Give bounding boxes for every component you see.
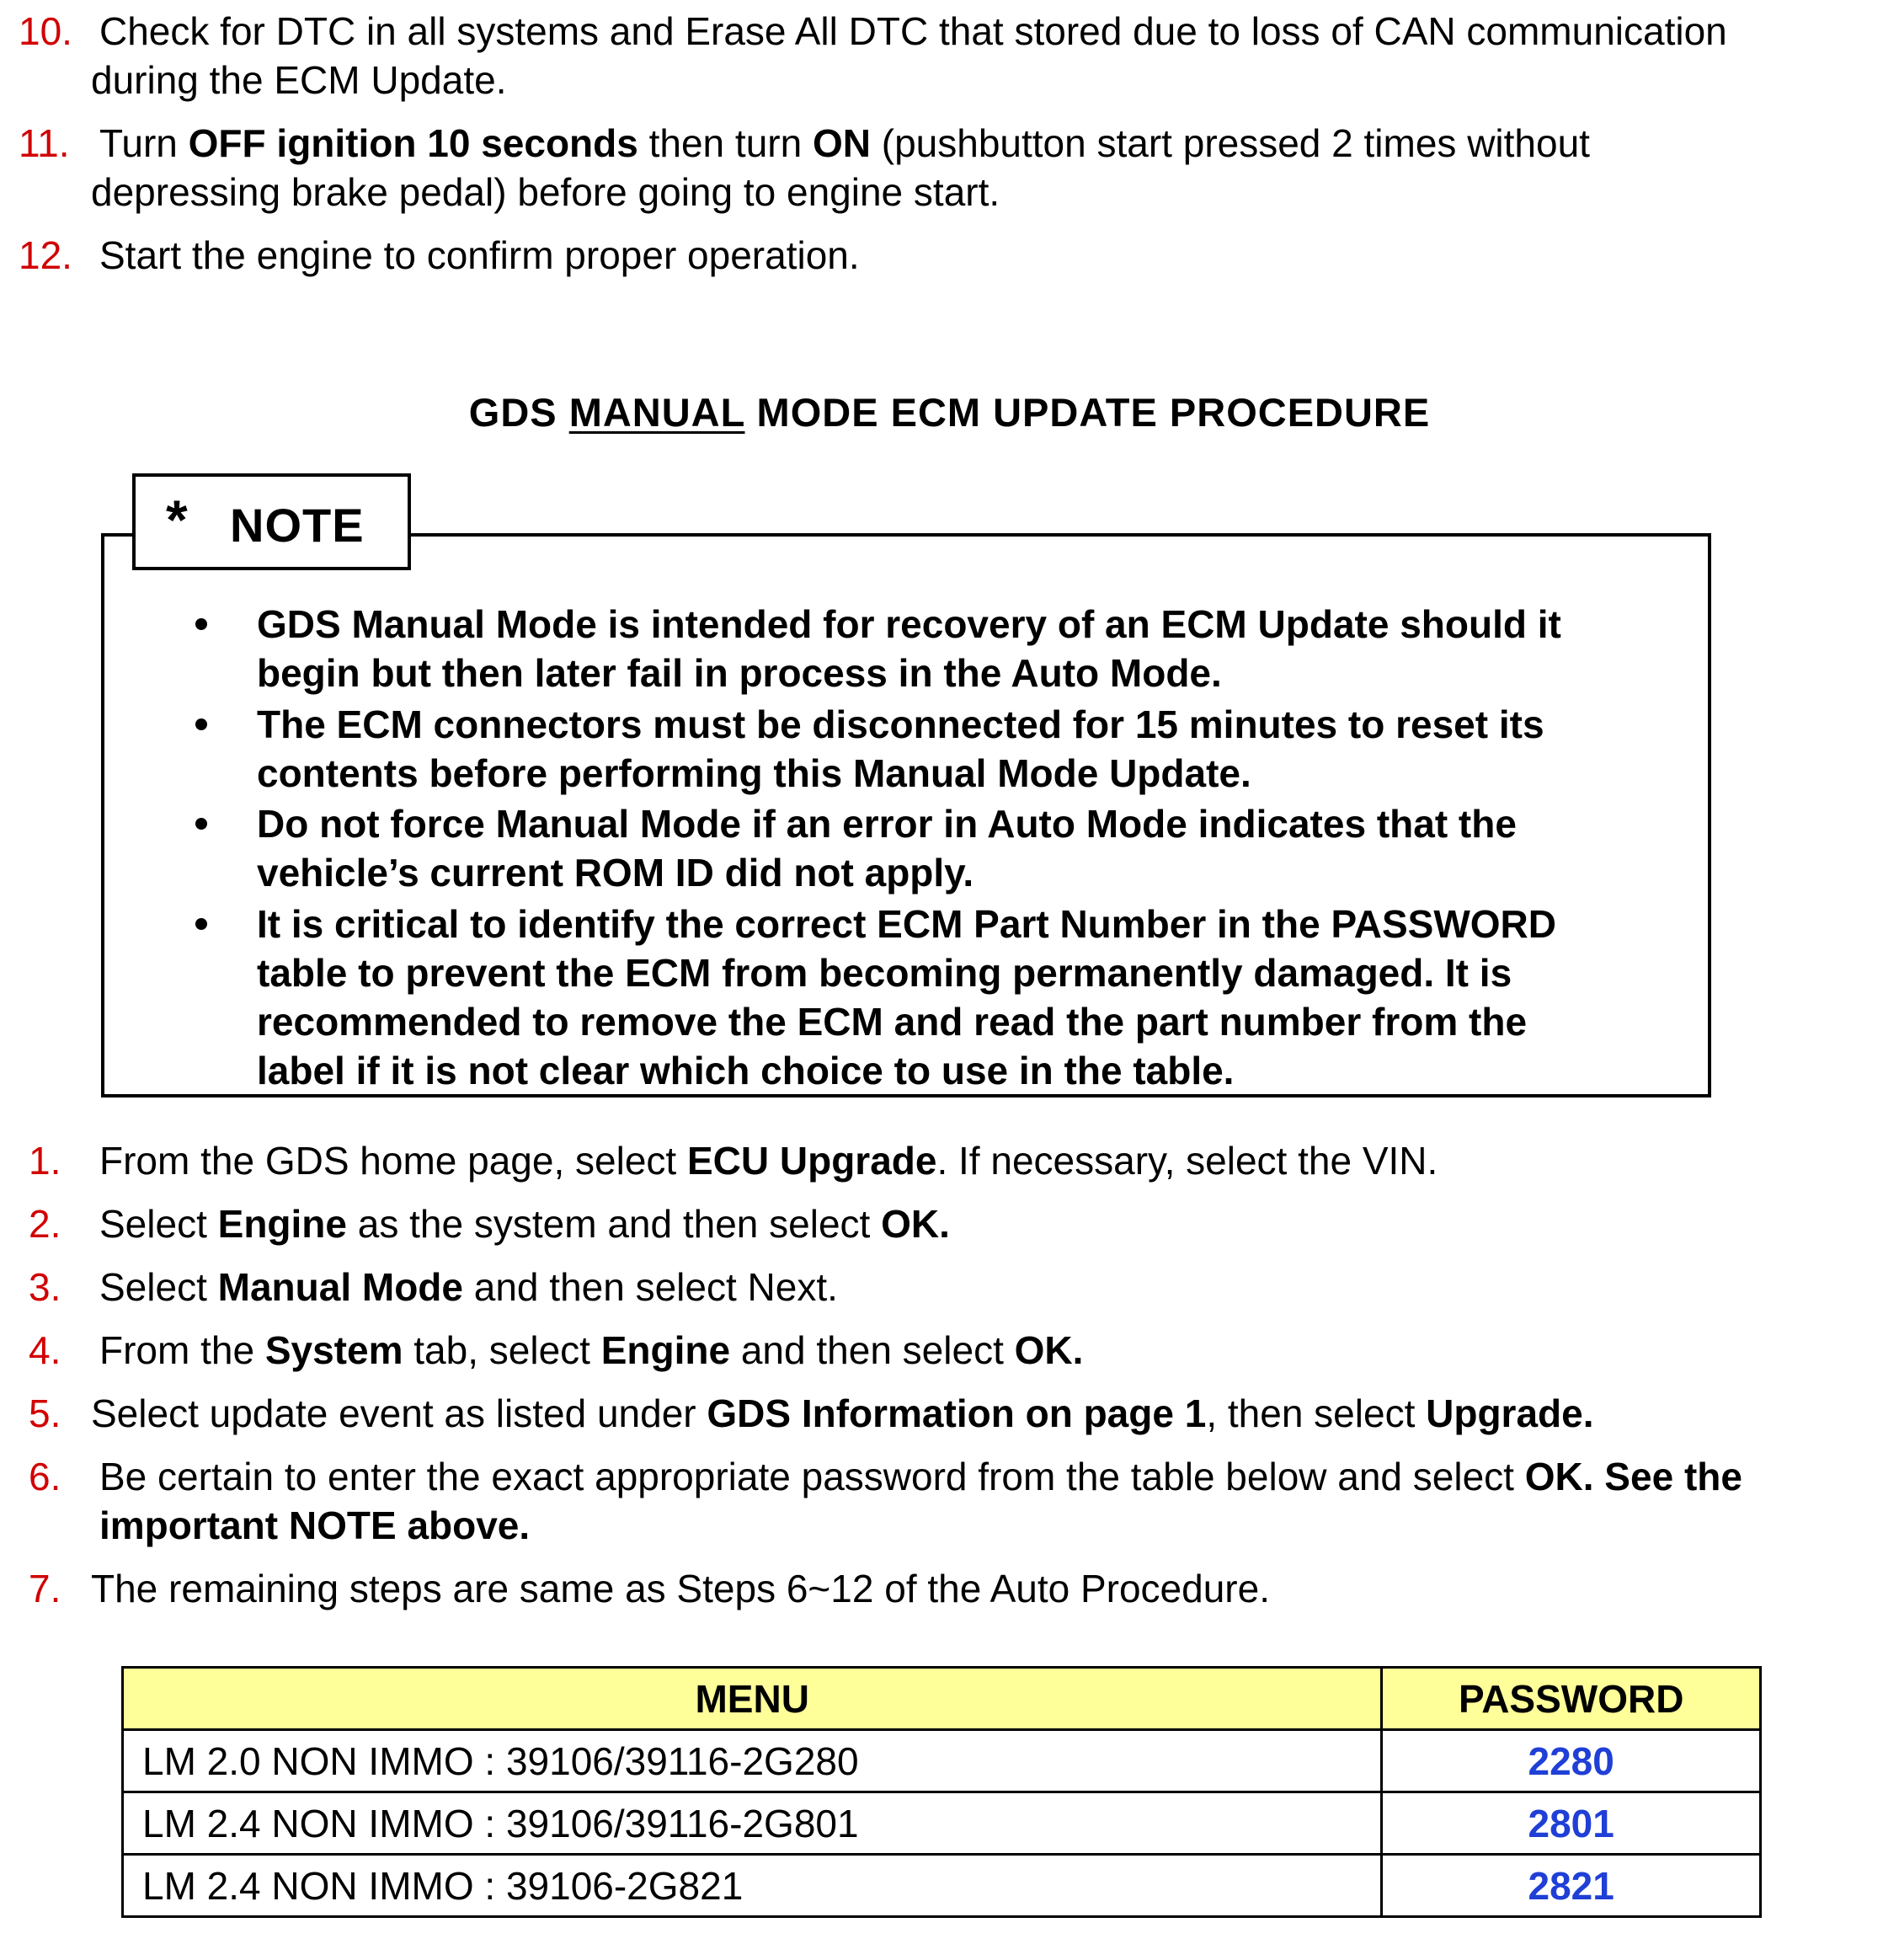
step-number: 1. (29, 1139, 61, 1183)
step-text: From the System tab, select Engine and then select OK. (99, 1328, 1084, 1372)
step-number: 12. (19, 233, 72, 277)
section-heading: GDS MANUAL MODE ECM UPDATE PROCEDURE (468, 390, 1431, 435)
note-bullet-3: Do not force Manual Mode if an error in Auto Mode indicates that the vehicle’s current ROM ID did not apply. (257, 802, 1517, 895)
menu-cell: LM 2.0 NON IMMO : 39106/39116-2G280 (123, 1730, 1382, 1792)
password-table (121, 1666, 1762, 1918)
step-number: 7. (29, 1567, 61, 1610)
step-number: 3. (29, 1265, 61, 1309)
note-tab (132, 473, 411, 570)
note-bullet-1: GDS Manual Mode is intended for recovery of an ECM Update should it begin but then later fail in process in the Auto Mode. (257, 602, 1561, 695)
step-number: 4. (29, 1328, 61, 1372)
password-cell: 2280 (1382, 1730, 1761, 1792)
menu-cell: LM 2.4 NON IMMO : 39106/39116-2G801 (123, 1792, 1382, 1855)
table-row (123, 1730, 1761, 1792)
step-number: 6. (29, 1455, 61, 1498)
password-cell: 2821 (1382, 1855, 1761, 1917)
step-text-cont: important NOTE above. (99, 1503, 531, 1547)
step-text-cont: depressing brake pedal) before going to engine start. (91, 170, 1000, 214)
table-header-row (123, 1668, 1761, 1730)
step-number: 11. (19, 121, 70, 165)
step-number: 5. (29, 1391, 61, 1435)
bullet-icon (195, 618, 207, 630)
password-cell: 2801 (1382, 1792, 1761, 1855)
bullet-icon (195, 718, 207, 730)
step-text: The remaining steps are same as Steps 6~12 of the Auto Procedure. (91, 1567, 1270, 1610)
step-text: Select update event as listed under GDS Information on page 1, then select Upgrade. (91, 1391, 1594, 1435)
step-text: Be certain to enter the exact appropriate password from the table below and select OK. See the (99, 1455, 1742, 1498)
table-row (123, 1792, 1761, 1855)
note-bullet-2: The ECM connectors must be disconnected for 15 minutes to reset its contents before performing this Manual Mode Update. (257, 702, 1544, 795)
step-text-cont: during the ECM Update. (91, 58, 507, 102)
bullet-icon (195, 818, 207, 830)
note-label: NOTE (230, 499, 365, 552)
table-row (123, 1855, 1761, 1917)
asterisk-icon: * (166, 489, 188, 551)
step-text: From the GDS home page, select ECU Upgrade. If necessary, select the VIN. (99, 1139, 1438, 1183)
note-bullet-4: It is critical to identify the correct ECM Part Number in the PASSWORD table to prevent the ECM from becoming permanently damaged. It is recommended to remove the ECM and read the part number from the label if it is not clear which choice to use in the table. (257, 902, 1556, 1092)
step-text: Select Engine as the system and then select OK. (99, 1202, 950, 1246)
step-text: Select Manual Mode and then select Next. (99, 1265, 838, 1309)
step-text: Check for DTC in all systems and Erase All DTC that stored due to loss of CAN communication (99, 9, 1727, 53)
menu-cell: LM 2.4 NON IMMO : 39106-2G821 (123, 1855, 1382, 1917)
password-header: PASSWORD (1382, 1668, 1761, 1730)
step-number: 10. (19, 9, 72, 53)
menu-header: MENU (123, 1668, 1382, 1730)
bullet-icon (195, 918, 207, 930)
step-number: 2. (29, 1202, 61, 1246)
step-text: Start the engine to confirm proper operation. (99, 233, 860, 277)
step-text: Turn OFF ignition 10 seconds then turn ON (pushbutton start pressed 2 times without (99, 121, 1590, 165)
